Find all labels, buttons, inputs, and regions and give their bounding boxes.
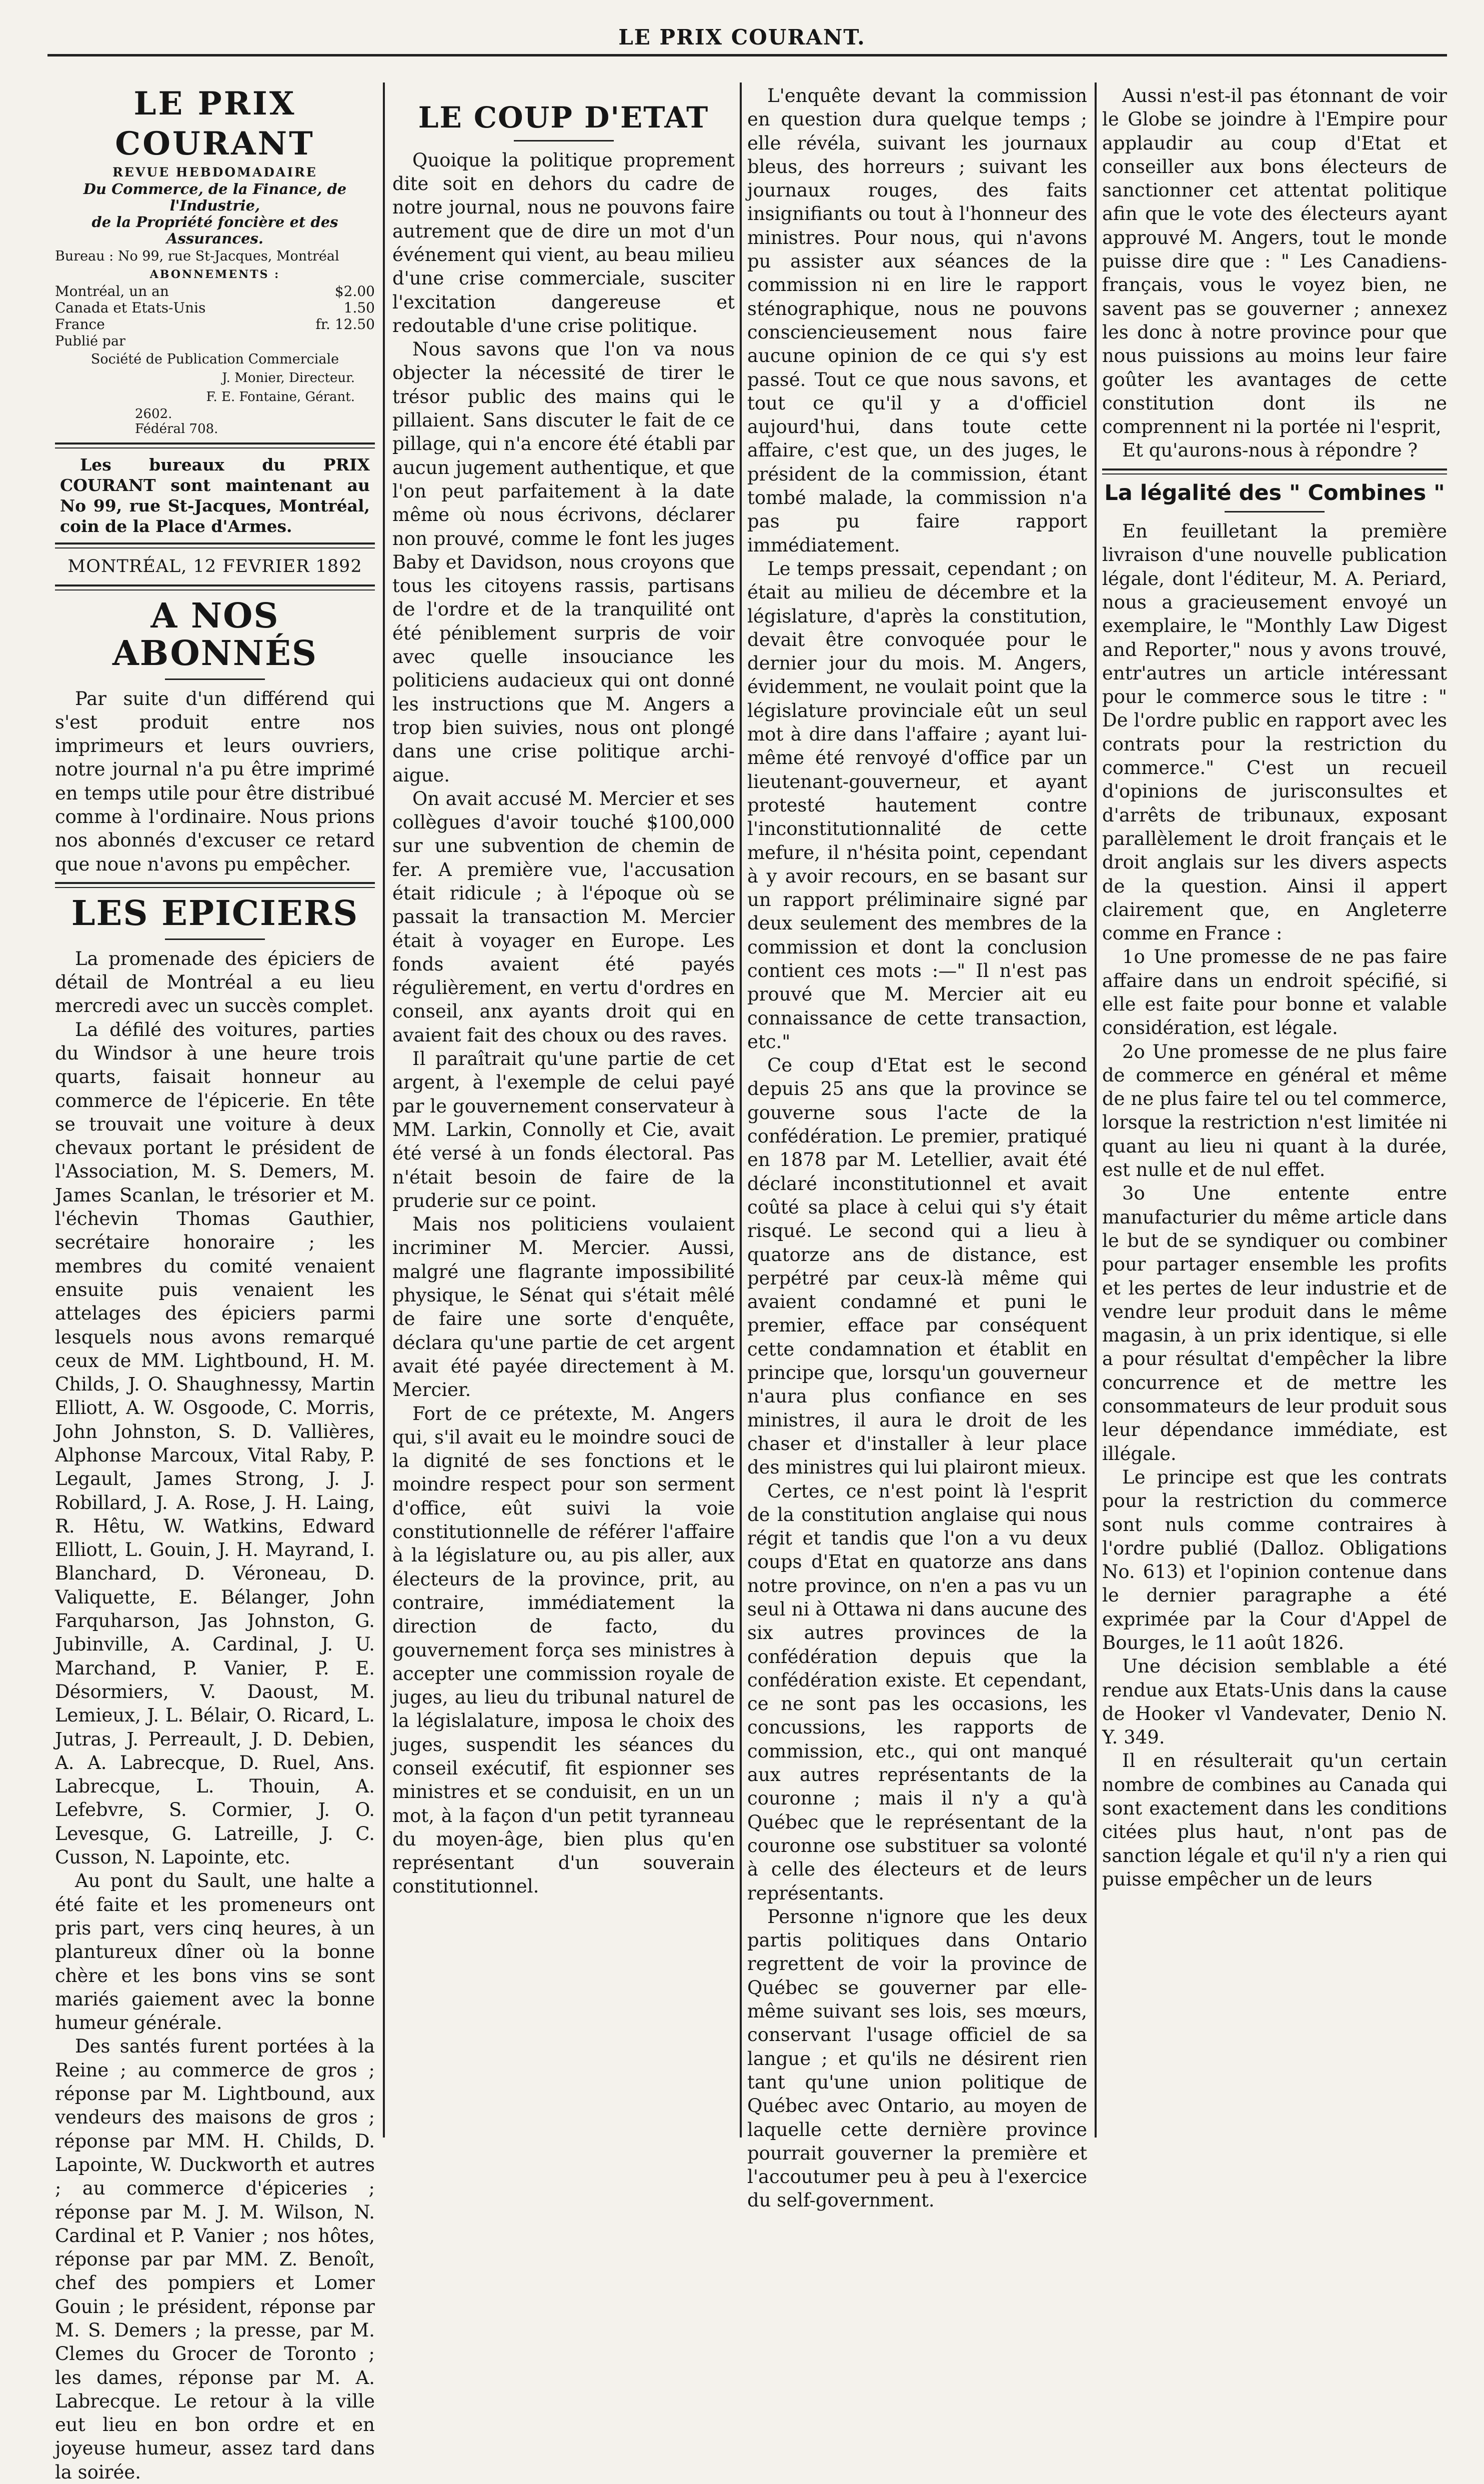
abonnements-label: ABONNEMENTS : [149, 268, 280, 281]
price-row [55, 316, 375, 332]
column-4 [1102, 84, 1447, 2124]
title-rule [1225, 511, 1325, 512]
section-rule [55, 882, 375, 888]
paragraph: On avait accusé M. Mercier et ses collègues d'avoir touché $100,000 sur une subvention de chemin de fer. A première vue, l'accusation était ridicule ; à l'époque où se passait la transaction M. Mercier était à voyager en Europe. Les fonds avaient été payés régulièrement, en vertu d'ordres en conseil, anx ayants droit qui en avaient fait des choux ou des raves. [392, 788, 735, 1046]
title-rule [514, 140, 614, 142]
phone-number: 2602. [135, 406, 172, 422]
paragraph: Le principe est que les contrats pour la restriction du commerce sont nuls comme contraires à l'ordre publié (Dalloz. Obligations No. 613) et l'opinion contenue dans le dernier paragraphe a été exprimée par la Cour d'Appel de Bourges, le 11 août 1826. [1102, 1466, 1447, 1654]
paragraph: Mais nos politiciens voulaient incriminer M. Mercier. Aussi, malgré une flagrante impossibilité physique, le Sénat qui s'était mêlé de faire une sorte d'enquête, déclara qu'une partie de cet argent avait été payée directement à M. Mercier. [392, 1214, 735, 1401]
masthead-bureau: Bureau : No 99, rue St-Jacques, Montréal [55, 248, 339, 264]
title-rule [165, 938, 265, 940]
article-title: LE COUP D'ETAT [418, 100, 709, 134]
running-head: LE PRIX COURANT. [618, 25, 866, 50]
publisher-name: Société de Publication Commerciale [90, 352, 339, 367]
masthead-subtitle: REVUE HEBDOMADAIRE [112, 165, 317, 180]
paragraph: Personne n'ignore que les deux partis politiques dans Ontario regrettent de voir la province de Québec se gouverner par elle-même suivant ses lois, ses mœurs, conservant l'usage officiel de sa langue ; et qu'ils ne désirent rien tant qu'une union politique de Québec avec Ontario, au moyen de laquelle cette dernière province pourrait gouverner la première et l'accoutumer peu à peu à l'exercice du self-government. [747, 1906, 1087, 2212]
paragraph: Certes, ce n'est point là l'esprit de la constitution anglaise qui nous régit et tandis que l'on a vu deux coups d'Etat en quatorze ans dans notre province, on n'en a pas vu un seul ni à Ottawa ni dans aucune des six autres provinces de la confédération depuis que la confédération existe. Et cependant, ce ne sont pas les occasions, les concussions, les rapports de commission, etc., qui ont manqué aux autres représentants de la couronne ; mais il n'y a qu'à Québec que le représentant de la couronne ose substituer sa volonté à celle des électeurs et de leurs représentants. [747, 1480, 1087, 1904]
masthead-tagline: de la Propriété foncière et des Assurances. [91, 214, 338, 247]
price-value: fr. 12.50 [315, 316, 375, 332]
column-2 [392, 84, 735, 2124]
paragraph: Le temps pressait, cependant ; on était au milieu de décembre et la législature, d'après la constitution, devait être convoquée pour le dernier jour du mois. M. Angers, évidemment, ne voulait point que la législature provinciale eût un seul mot à dire dans l'affaire ; ayant lui-même été renvoyé d'office par un lieutenant-gouverneur, et ayant protesté hautement contre l'inconstitutionnalité de cette mefure, il n'hésita point, cependant à y avoir recours, en se basant sur un rapport préliminaire signé par deux seulement des membres de la commission et dont la conclusion contient ces mots :—" Il n'est pas prouvé que M. Mercier ait eu connaissance de cette transaction, etc." [747, 558, 1087, 1052]
paragraph: 2o Une promesse de ne plus faire de commerce en général et même de ne plus faire tel ou tel commerce, lorsque la restriction n'est limitée ni quant au lieu ni quant à la durée, est nulle et de nul effet. [1102, 1040, 1447, 1181]
title-rule [165, 678, 265, 680]
masthead [55, 84, 375, 436]
publisher-label: Publié par [55, 334, 125, 349]
paragraph: L'enquête devant la commission en question dura quelque temps ; elle révéla, suivant les journaux bleus, des horreurs ; suivant les journaux rouges, des faits insignifiants ou tout à l'honneur des ministres. Pour nous, qui n'avons pu assister aux séances de la commission ni en lire le rapport sténographique, nous ne pouvons consciencieusement nous faire aucune opinion de ce qui s'y est passé. Tout ce que nous savons, et tout ce qu'il y a d'officiel aujourd'hui, dans toute cette affaire, c'est que, un des juges, le président de la commission, étant tombé malade, la commission n'a pas pu faire rapport immédiatement. [747, 85, 1087, 556]
price-label: Montréal, un an [55, 283, 169, 300]
price-label: Canada et Etats-Unis [55, 300, 206, 316]
paragraph: Des santés furent portées à la Reine ; au commerce de gros ; réponse par M. Lightbound, aux vendeurs des maisons de gros ; réponse par MM. H. Childs, D. Lapointe, W. Duckworth et autres ; au commerce d'épiceries ; réponse par M. J. M. Wilson, N. Cardinal et P. Vanier ; nos hôtes, réponse par par MM. Z. Benoît, chef des pompiers et Lomer Gouin ; le président, réponse par M. S. Demers ; la presse, par M. Clemes du Grocer de Toronto ; les dames, réponse par M. A. Labrecque. Le retour à la ville eut lieu en bon ordre et en joyeuse humeur, assez tard dans la soirée. [55, 2036, 375, 2483]
director-name: J. Monier, Directeur. [222, 370, 355, 386]
paragraph: Au pont du Sault, une halte a été faite et les promeneurs ont pris part, vers cinq heures, à un plantureux dîner où la bonne chère et les bons vins se sont mariés gaiement avec la bonne humeur générale. [55, 1870, 375, 2034]
column-spacer [392, 84, 735, 95]
paragraph: La promenade des épiciers de détail de Montréal a eu lieu mercredi avec un succès complet. [55, 948, 375, 1017]
column-divider [740, 82, 742, 2138]
paragraph: Quoique la politique proprement dite soit en dehors du cadre de notre journal, nous ne pouvons faire autrement que de dire un mot d'un événement qui vient, au beau milieu d'une crise commerciale, susciter l'excitation dangereuse et redoutable d'une crise politique. [392, 149, 735, 336]
article-title: LES EPICIERS [71, 893, 359, 934]
dateline: MONTRÉAL, 12 FEVRIER 1892 [67, 556, 362, 576]
section-rule [1102, 468, 1447, 474]
paragraph: Aussi n'est-il pas étonnant de voir le Globe se joindre à l'Empire pour applaudir au coup d'Etat et conseiller aux bons électeurs de sanctionner cet attentat politique afin que le vote des électeurs ayant approuvé M. Angers, tout le monde puisse dire que : " Les Canadiens-français, vous le voyez bien, ne savent pas se gouverner ; annexez les donc à notre province pour que nous puissions au moins leur faire goûter les avantages de cette constitution dont ils ne comprennent ni la portée ni l'esprit, [1102, 85, 1447, 438]
article-title: La légalité des " Combines " [1104, 480, 1445, 506]
paragraph: Par suite d'un différend qui s'est produit entre nos imprimeurs et leurs ouvriers, notre journal n'a pu être imprimé en temps utile pour être distribué comme à l'ordinaire. Nous prions nos abonnés d'excuser ce retard que noue n'avons pu empêcher. [55, 688, 375, 875]
article-title: A NOS ABONNÉS [112, 596, 317, 674]
price-row [55, 300, 375, 316]
paragraph: 1o Une promesse de ne pas faire affaire dans un endroit spécifié, si elle est faite pour bonne et valable considération, est légale. [1102, 946, 1447, 1039]
manager-name: F. E. Fontaine, Gérant. [206, 390, 355, 404]
paragraph: Il paraîtrait qu'une partie de cet argent, à l'exemple de celui payé par le gouvernement conservateur à MM. Larkin, Connolly et Cie, avait été versé à un fonds électoral. Pas n'était besoin de faire de la pruderie sur ce point. [392, 1048, 735, 1212]
phone-number: Fédéral 708. [135, 422, 218, 436]
column-divider [383, 82, 385, 2138]
price-label: France [55, 316, 105, 332]
column-1 [55, 84, 375, 2483]
price-row [55, 283, 375, 300]
section-rule [55, 542, 375, 548]
section-rule [55, 584, 375, 590]
paragraph: Fort de ce prétexte, M. Angers qui, s'il avait eu le moindre souci de la dignité de ses fonctions et le moindre respect pour son serment d'office, eût suivi la voie constitutionnelle de référer l'affaire à la législature ou, au pis aller, aux électeurs de la province, prit, au contraire, immédiatement la direction de facto, du gouvernement força ses ministres à accepter une commission royale de juges, au lieu du tribunal naturel de la législalature, imposa le choix des juges, suspendit les séances du conseil exécutif, fit espionner ses ministres et se conduisit, en un un mot, à la façon d'un petit tyranneau du moyen-âge, bien plus qu'en représentant d'un souverain constitutionnel. [392, 1402, 735, 1898]
paragraph: Il en résulterait qu'un certain nombre de combines au Canada qui sont exactement dans les conditions citées plus haut, n'ont pas de sanction légale et qu'il n'y a rien qui puisse empêcher un de leurs [1102, 1750, 1447, 1890]
paragraph: Une décision semblable a été rendue aux Etats-Unis dans la cause de Hooker vl Vandevater, Denio N. Y. 349. [1102, 1656, 1447, 1748]
paragraph: La défilé des voitures, parties du Windsor à une heure trois quarts, faisait honneur au commerce de l'épicerie. En tête se trouvait une voiture à deux chevaux portant le président de l'Association, M. S. Demers, M. James Scanlan, le trésorier et M. l'échevin Thomas Gauthier, secrétaire honoraire ; les membres du comité venaient ensuite puis venaient les attelages des épiciers parmi lesquels nous avons remarqué ceux de MM. Lightbound, H. M. Childs, J. O. Shaughnessy, Martin Elliott, A. W. Osgoode, C. Morris, John Johnston, S. D. Vallières, Alphonse Marcoux, Vital Raby, P. Legault, James Strong, J. J. Robillard, J. A. Rose, J. H. Laing, R. Hêtu, W. Watkins, Edward Elliott, L. Gouin, J. H. Mayrand, I. Blanchard, D. Véroneau, D. Valiquette, E. Bélanger, John Farquharson, Jas Johnston, G. Jubinville, A. Cardinal, J. U. Marchand, P. Vanier, P. E. Désormiers, V. Daoust, M. Lemieux, J. L. Bélair, O. Ricard, L. Jutras, J. Perreault, J. D. Debien, A. A. Labrecque, D. Ruel, Ans. Labrecque, L. Thouin, A. Lefebvre, S. Cormier, J. O. Levesque, G. Latreille, J. C. Cusson, N. Lapointe, etc. [55, 1018, 375, 1868]
paragraph: Ce coup d'Etat est le second depuis 25 ans que la province se gouverne sous l'acte de la confédération. Le premier, pratiqué en 1878 par M. Letellier, avait été déclaré inconstitutionnel et avait coûté sa place à celui qui s'y était risqué. Le second qui a lieu à quatorze ans de distance, est perpétré par ceux-là même qui avaient condamné et puni le premier, efface par conséquent cette condamnation et établit en principe que, lorsqu'un gouverneur n'aura plus confiance en ses ministres, il aura le droit de les chaser et d'installer à leur place des ministres qui lui plairont mieux. [747, 1054, 1087, 1478]
masthead-tagline: Du Commerce, de la Finance, de l'Industrie, [83, 180, 347, 214]
price-value: $2.00 [334, 283, 375, 300]
paragraph: Nous savons que l'on va nous objecter la nécessité de tirer le trésor public des mains qui le pillaient. Sans discuter le fait de ce pillage, qui n'a encore été établi par aucun jugement authentique, et que l'on peut parfaitement à la date même où nous écrivons, déclarer non prouvé, comme le font les juges Baby et Davidson, nous croyons que tous les citoyens rassis, partisans de l'ordre et de la tranquilité ont été péniblement surpris de voir avec quelle insouciance les politiciens audacieux qui ont donné les instructions que M. Angers a trop bien suivies, nous ont plongé dans une crise politique archi-aigue. [392, 338, 735, 786]
paragraph: 3o Une entente entre manufacturier du même article dans le but de se syndiquer ou combiner pour partager ensemble les profits et les pertes de leur industrie et de vendre leur produit dans le même magasin, à un prix identique, si elle a pour résultat d'empêcher la libre concurrence et de mettre les consommateurs de leur produit sous leur dépendance immédiate, est illégale. [1102, 1182, 1447, 1464]
office-notice: Les bureaux du PRIX COURANT sont maintenant au No 99, rue St-Jacques, Montréal, coin de la Place d'Armes. [60, 455, 370, 536]
price-value: 1.50 [343, 300, 375, 316]
paragraph: Et qu'aurons-nous à répondre ? [1122, 440, 1418, 462]
masthead-title: LE PRIX COURANT [115, 85, 315, 162]
top-rule [47, 54, 1447, 56]
paragraph: En feuilletant la première livraison d'une nouvelle publication légale, dont l'éditeur, M. A. Periard, nous a gracieusement envoyé un exemplaire, le "Monthly Law Digest and Reporter," nous y avons trouvé, entr'autres un article intéressant pour le commerce sous le titre : " De l'ordre public en rapport avec les contrats pour la restriction du commerce." C'est un recueil d'opinions de jurisconsultes et d'arrêts de tribunaux, exposant parallèlement le droit français et le droit anglais sur les divers aspects de la question. Ainsi il appert clairement que, en Angleterre comme en France : [1102, 520, 1447, 944]
section-rule [55, 442, 375, 448]
column-divider [1095, 82, 1097, 2138]
column-3 [747, 84, 1087, 2212]
